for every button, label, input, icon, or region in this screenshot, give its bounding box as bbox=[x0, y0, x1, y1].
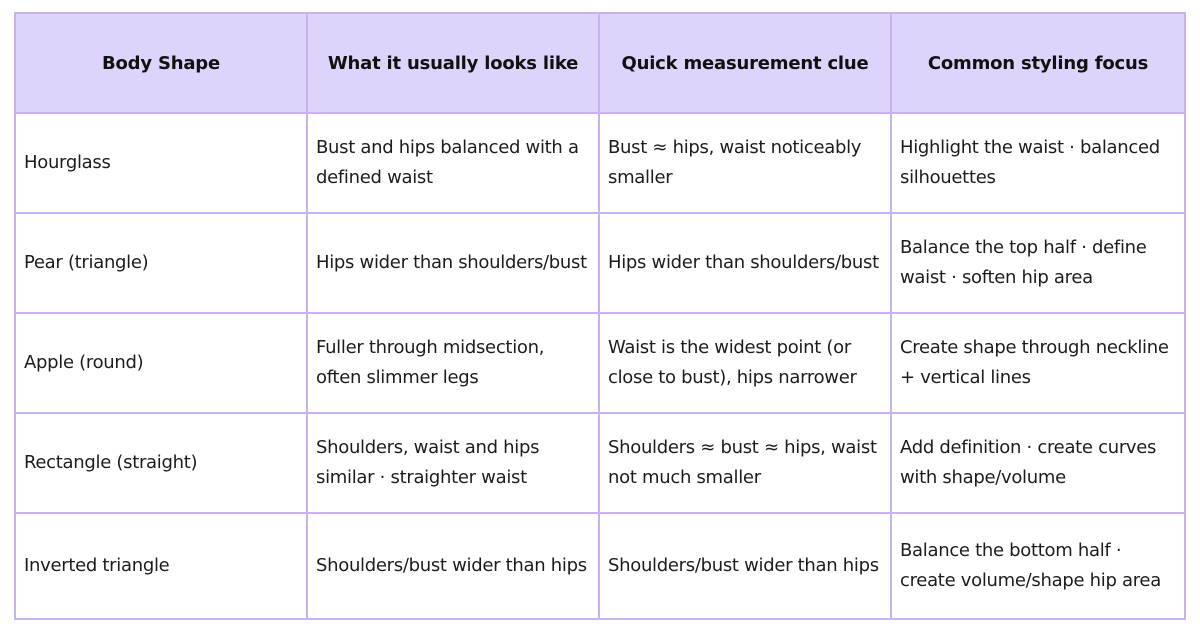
table-header-row bbox=[15, 13, 1185, 113]
cell-measurement-clue: Shoulders ≈ bust ≈ hips, waist not much smaller bbox=[599, 413, 891, 513]
cell-appearance: Hips wider than shoulders/bust bbox=[307, 213, 599, 313]
header-measurement-clue: Quick measurement clue bbox=[599, 13, 891, 113]
cell-body-shape: Inverted triangle bbox=[15, 513, 307, 619]
header-appearance: What it usually looks like bbox=[307, 13, 599, 113]
cell-appearance: Fuller through midsection, often slimmer legs bbox=[307, 313, 599, 413]
cell-body-shape: Hourglass bbox=[15, 113, 307, 213]
cell-measurement-clue: Shoulders/bust wider than hips bbox=[599, 513, 891, 619]
header-body-shape: Body Shape bbox=[15, 13, 307, 113]
cell-styling-focus: Create shape through neckline + vertical lines bbox=[891, 313, 1185, 413]
cell-styling-focus: Add definition · create curves with shape/volume bbox=[891, 413, 1185, 513]
table-row bbox=[15, 113, 1185, 213]
cell-measurement-clue: Bust ≈ hips, waist noticeably smaller bbox=[599, 113, 891, 213]
cell-styling-focus: Balance the top half · define waist · soften hip area bbox=[891, 213, 1185, 313]
cell-body-shape: Pear (triangle) bbox=[15, 213, 307, 313]
cell-appearance: Shoulders, waist and hips similar · straighter waist bbox=[307, 413, 599, 513]
table-row bbox=[15, 313, 1185, 413]
body-shape-table-container bbox=[14, 12, 1184, 618]
cell-styling-focus: Highlight the waist · balanced silhouettes bbox=[891, 113, 1185, 213]
cell-body-shape: Rectangle (straight) bbox=[15, 413, 307, 513]
table-row bbox=[15, 513, 1185, 619]
body-shape-table bbox=[14, 12, 1186, 620]
cell-styling-focus: Balance the bottom half · create volume/shape hip area bbox=[891, 513, 1185, 619]
cell-body-shape: Apple (round) bbox=[15, 313, 307, 413]
cell-measurement-clue: Hips wider than shoulders/bust bbox=[599, 213, 891, 313]
header-styling-focus: Common styling focus bbox=[891, 13, 1185, 113]
cell-appearance: Bust and hips balanced with a defined waist bbox=[307, 113, 599, 213]
cell-appearance: Shoulders/bust wider than hips bbox=[307, 513, 599, 619]
table-row bbox=[15, 413, 1185, 513]
table-row bbox=[15, 213, 1185, 313]
cell-measurement-clue: Waist is the widest point (or close to bust), hips narrower bbox=[599, 313, 891, 413]
